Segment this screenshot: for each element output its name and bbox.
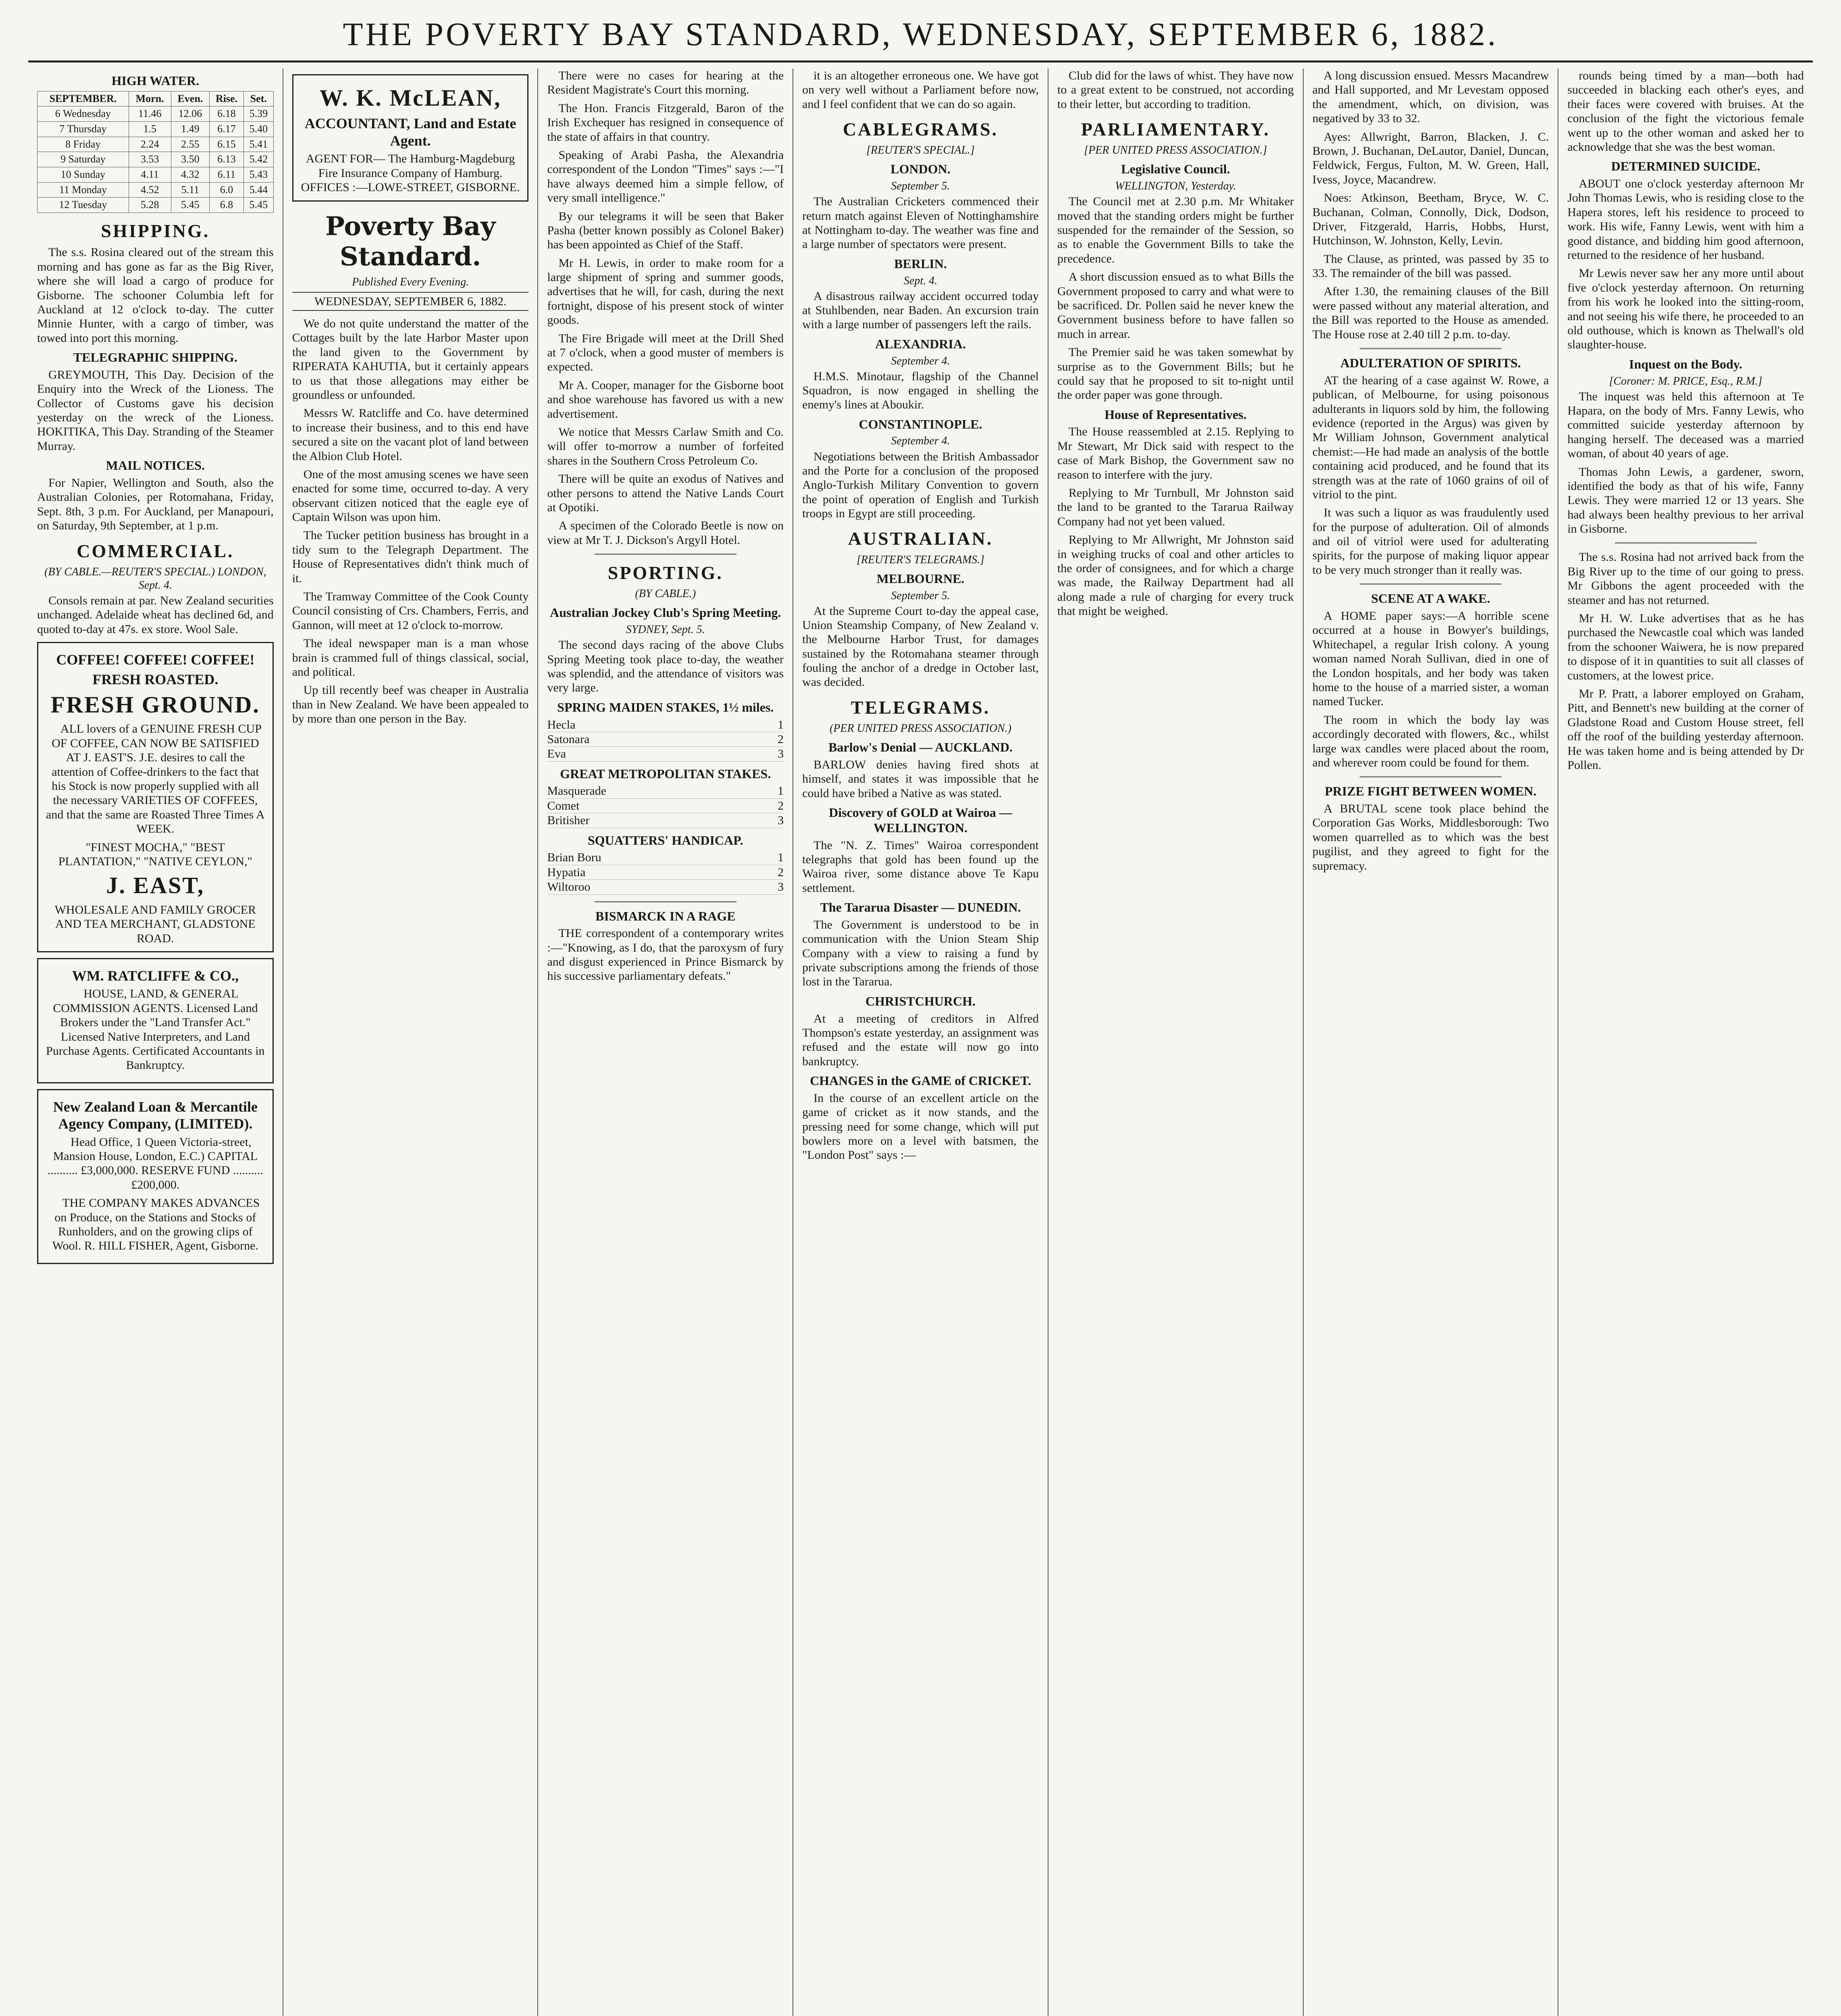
wake-heading: SCENE AT A WAKE. (1371, 591, 1490, 606)
tide-row (37, 137, 274, 152)
tide-cell: 4.11 (129, 167, 171, 183)
race-results (547, 700, 784, 895)
tide-cell: 4.52 (129, 182, 171, 198)
news-para-9: There will be quite an exodus of Natives and other persons to attend the Native Lands Court at Opotiki. (547, 472, 784, 514)
house-text-3: Replying to Mr Allwright, Mr Johnston said in weighing trucks of coal and other articles to the order of consignees, and for which a charge was made, the Railway Department had all along made a rule of charging for every truck that might be weighed. (1057, 533, 1294, 618)
inquest-text-3: The s.s. Rosina had not arrived back from the Big River up to the time of our going to press. Mr Gibbons the agent proceeded with the steamer and has not returned. (1567, 550, 1804, 607)
parliamentary-heading: PARLIAMENTARY. (1081, 119, 1270, 140)
tide-cell: 5.43 (243, 167, 273, 183)
tide-cell: 1.49 (171, 122, 210, 137)
tide-cell: 1.5 (129, 122, 171, 137)
leader-1: We do not quite understand the matter of the Cottages built by the late Harbor Master upon the land given to the Government by RIPERATA KAHUTIA, but it certainly appears to us that those allegations may either be groundless or unfounded. (292, 317, 529, 402)
tide-row (37, 167, 274, 183)
race-entries (547, 850, 784, 894)
commercial-sub: (BY CABLE.—REUTER'S SPECIAL.) LONDON, Sept. 4. (44, 565, 266, 591)
coffee-brands: "FINEST MOCHA," "BEST PLANTATION," "NATIVE CEYLON," (58, 840, 252, 868)
alexandria-text: H.M.S. Minotaur, flagship of the Channel Squadron, is now engaged in shelling the enemy's lines at Aboukir. (802, 369, 1039, 412)
tide-row (37, 182, 274, 198)
race-entry (547, 865, 784, 880)
cablegrams-sub: [REUTER'S SPECIAL.] (866, 144, 975, 157)
news-para-8: We notice that Messrs Carlaw Smith and Co. will offer to-morrow a number of forfeited shares in the Southern Cross Petroleum Co. (547, 425, 784, 467)
prize-text: A BRUTAL scene took place behind the Corporation Gas Works, Middlesborough: Two women quarrelled as to which was the best pugilist, and they agreed to fight for the supremacy. (1312, 802, 1549, 873)
news-para-6: The Fire Brigade will meet at the Drill Shed at 7 o'clock, when a good muster of members is expected. (547, 331, 784, 374)
coffee-heading: COFFEE! COFFEE! COFFEE! (56, 652, 255, 668)
tide-cell: 7 Thursday (37, 122, 129, 137)
tide-cell: 6.13 (210, 152, 244, 167)
wake-text: A HOME paper says:—A horrible scene occurred at a house in Bowyer's buildings, Whitechapel, a regular Irish colony. A young woman named Norah Sullivan, died in one of the London hospitals, and her body was taken home to the house of a married sister, a woman named Tucker. (1312, 609, 1549, 708)
telegrams-heading: TELEGRAMS. (851, 697, 990, 718)
inquest-sub: [Coroner: M. PRICE, Esq., R.M.] (1609, 375, 1762, 387)
adulteration-heading: ADULTERATION OF SPIRITS. (1340, 356, 1521, 371)
inquest-text-4: Mr H. W. Luke advertises that as he has purchased the Newcastle coal which was landed from the schooner Waiwera, he is now prepared to dispose of it in quantities to suit all classes of customers, at the lowest price. (1567, 612, 1804, 682)
paper-sub: Published Every Evening. (352, 275, 469, 288)
tide-row (37, 198, 274, 213)
placing: 3 (778, 880, 784, 894)
christchurch-heading: CHRISTCHURCH. (865, 993, 976, 1008)
inquest-text: The inquest was held this afternoon at Te Hapara, on the body of Mrs. Fanny Lewis, who committed suicide yesterday afternoon by hanging herself. The deceased was a married woman, of about 40 years of age. (1567, 389, 1804, 460)
news-para-2: The Clause, as printed, was passed by 35 to 33. The remainder of the bill was passed. (1312, 252, 1549, 280)
commercial-heading: COMMERCIAL. (77, 540, 234, 561)
placing: 2 (778, 865, 784, 879)
tide-cell: 3.53 (129, 152, 171, 167)
cricket-text: In the course of an excellent article on the game of cricket as it now stands, and the pressing need for some change, which will put bowlers more on a level with batsmen, the "London Post" says :— (802, 1091, 1039, 1162)
australian-sub: [REUTER'S TELEGRAMS.] (856, 553, 985, 566)
inquest-heading: Inquest on the Body. (1629, 356, 1743, 371)
cablegrams-heading: CABLEGRAMS. (842, 119, 999, 140)
mclean-text: AGENT FOR— The Hamburg-Magdeburg Fire Insurance Company of Hamburg. OFFICES :—LOWE-STREET, GISBORNE. (301, 152, 520, 194)
divider (1360, 776, 1502, 777)
sporting-text: The second days racing of the above Clubs Spring Meeting took place to-day, the weather was splendid, and the attendance of visitors was very large. (547, 638, 784, 695)
dunedin-text: The Government is understood to be in communication with the Union Steam Ship Company with a view to raising a fund by private subscriptions among the friends of those lost in the Tararua. (802, 918, 1039, 989)
tide-cell: 5.40 (243, 122, 273, 137)
telegraphic-heading: TELEGRAPHIC SHIPPING. (73, 350, 237, 365)
coffee-advert (37, 642, 274, 952)
parliamentary-sub: [PER UNITED PRESS ASSOCIATION.] (1084, 144, 1267, 157)
race-name: SQUATTERS' HANDICAP. (587, 833, 743, 848)
alexandria-heading: ALEXANDRIA. (875, 336, 966, 351)
auckland-heading: Barlow's Denial — AUCKLAND. (828, 740, 1013, 755)
council-text-2: A short discussion ensued as to what Bills the Government proposed to carry and what were to be sacrificed. Dr. Pollen said he never knew the Government business before to have fallen so much in arrear. (1057, 270, 1294, 341)
column-3 (538, 69, 793, 2016)
suicide-heading: DETERMINED SUICIDE. (1611, 159, 1760, 174)
tide-cell: 11.46 (129, 106, 171, 122)
column-6 (1304, 69, 1559, 2016)
news-para-3: Speaking of Arabi Pasha, the Alexandria correspondent of the London "Times" says :—"I have always deemed him a simple fellow, of very small intelligence." (547, 148, 784, 205)
placing: 1 (778, 851, 784, 864)
alexandria-date: September 4. (891, 354, 950, 367)
house-text: The House reassembled at 2.15. Replying to Mr Stewart, Mr Dick said with respect to the case of Mark Bishop, the Government saw no reason to interfere with the jury. (1057, 425, 1294, 481)
australian-heading: AUSTRALIAN. (848, 528, 993, 549)
news-para-7: Mr A. Cooper, manager for the Gisborne boot and shoe warehouse has favored us with a new advertisement. (547, 378, 784, 421)
cricket-heading: CHANGES in the GAME of CRICKET. (810, 1073, 1031, 1088)
column-4 (793, 69, 1048, 2016)
race-name: SPRING MAIDEN STAKES, 1½ miles. (557, 700, 774, 714)
tide-cell: 5.45 (243, 198, 273, 213)
news-para-4: By our telegrams it will be seen that Baker Pasha (better known possibly as Colonel Baker) has been appointed as Chief of the Staff. (547, 209, 784, 252)
tide-row (37, 152, 274, 167)
auckland-text: BARLOW denies having fired shots at himself, and states it was impossible that he could have bribed a Native as was stated. (802, 758, 1039, 800)
sporting-date: SYDNEY, Sept. 5. (626, 623, 705, 636)
race-entry (547, 813, 784, 828)
tide-cell: 8 Friday (37, 137, 129, 152)
news-para: A long discussion ensued. Messrs Macandrew and Hall supported, and Mr Levestam opposed the amendment, which, on division, was negatived by 33 to 32. (1312, 69, 1549, 125)
nzloan-advert (37, 1089, 274, 1264)
bismarck-heading: BISMARCK IN A RAGE (595, 908, 736, 923)
race-name: GREAT METROPOLITAN STAKES. (560, 766, 771, 781)
column-5 (1048, 69, 1304, 2016)
tide-cell: 5.44 (243, 182, 273, 198)
tide-cell: 6.11 (210, 167, 244, 183)
divider (1615, 542, 1757, 544)
mail-text: For Napier, Wellington and South, also the Australian Colonies, per Rotomahana, Friday, Sept. 8th, 3 p.m. For Auckland, per Manapouri, on Saturday, 9th September, at 1 p.m. (37, 476, 274, 533)
coffee-sub: FRESH ROASTED. (92, 671, 218, 687)
shipping-heading: SHIPPING. (101, 221, 210, 242)
race-entries (547, 718, 784, 762)
nzloan-text: Head Office, 1 Queen Victoria-street, Mansion House, London, E.C.) CAPITAL .......... £3,000,000. RESERVE FUND .......... £200,000. (47, 1135, 263, 1191)
sporting-sub: (BY CABLE.) (635, 587, 696, 600)
divider (1360, 583, 1502, 585)
placing: 1 (778, 718, 784, 731)
news-para: rounds being timed by a man—both had succeeded in blacking each other's eyes, and their faces were covered with bruises. At the conclusion of the fight the victorious female went up to the other woman and asked her to acknowledge that she was the best woman. (1567, 69, 1804, 154)
tide-cell: 5.42 (243, 152, 273, 167)
sporting-sub-2: Australian Jockey Club's Spring Meeting. (550, 605, 781, 620)
column-2 (283, 69, 539, 2016)
race-entry (547, 747, 784, 761)
commercial-text: Consols remain at par. New Zealand securities unchanged. Adelaide wheat has declined 6d, and quoted to-day at 47s. ex store. Wool Sale. (37, 594, 274, 636)
berlin-date: Sept. 4. (903, 274, 938, 287)
tide-cell: 6.8 (210, 198, 244, 213)
noes-list: Noes: Atkinson, Beetham, Bryce, W. C. Buchanan, Colman, Connolly, Dick, Dodson, Driver, Fitzgerald, Harris, Hobbs, Hurst, Hutchinson, W. Johnston, Kelly, Levin. (1312, 191, 1549, 248)
page-title: THE POVERTY BAY STANDARD, WEDNESDAY, SEPTEMBER 6, 1882. (343, 16, 1498, 52)
tide-cell: 4.32 (171, 167, 210, 183)
tide-cell: 2.24 (129, 137, 171, 152)
tide-cell: 12 Tuesday (37, 198, 129, 213)
telegraphic-text: GREYMOUTH, This Day. Decision of the Enquiry into the Wreck of the Lioness. The Collector of Customs gave his decision yesterday on the wreck of the Lioness. HOKITIKA, This Day. Stranding of the Steamer Murray. (37, 368, 274, 453)
tide-cell: 6.17 (210, 122, 244, 137)
nzloan-name: New Zealand Loan & Mercantile Agency Company, (LIMITED). (53, 1098, 258, 1132)
divider (595, 901, 736, 902)
news-para-1: There were no cases for hearing at the Resident Magistrate's Court this morning. (547, 69, 784, 97)
race-entry (547, 880, 784, 894)
placing: 2 (778, 732, 784, 746)
council-text: The Council met at 2.30 p.m. Mr Whitaker moved that the standing orders might be further suspended for the remainder of the Session, so as to enable the Government Bills to take the precedence. (1057, 195, 1294, 265)
tide-cell: 5.41 (243, 137, 273, 152)
melbourne-date: September 5. (891, 589, 950, 602)
column-1 (28, 69, 283, 2016)
paper-name: Poverty Bay Standard. (325, 211, 496, 272)
suicide-text-2: Mr Lewis never saw her any more until about five o'clock yesterday afternoon. On returning from his work he looked into the sitting-room, and not seeing his wife there, he proceeded to an old outhouse, which is known as Thelwall's old slaughter-house. (1567, 267, 1804, 352)
horse-name: Wiltoroo (547, 880, 591, 894)
sporting-heading: SPORTING. (607, 562, 723, 583)
placing: 2 (778, 799, 784, 812)
tide-header-cell: Morn. (129, 91, 171, 106)
tide-cell: 5.39 (243, 106, 273, 122)
column-7 (1558, 69, 1813, 2016)
tide-cell: 3.50 (171, 152, 210, 167)
tide-row (37, 106, 274, 122)
ratcliffe-advert (37, 958, 274, 1083)
wake-text-2: The room in which the body lay was accordingly decorated with flowers, &c., whilst large wax candles were placed about the room, and wherever room could be found for them. (1312, 713, 1549, 769)
mclean-advert (292, 74, 529, 202)
horse-name: Brian Boru (547, 851, 601, 864)
telegrams-sub: (PER UNITED PRESS ASSOCIATION.) (829, 722, 1012, 735)
christchurch-text: At a meeting of creditors in Alfred Thompson's estate yesterday, an assignment was refused and the estate will now go into bankruptcy. (802, 1012, 1039, 1068)
tide-cell: 9 Saturday (37, 152, 129, 167)
divider (595, 554, 736, 555)
horse-name: Masquerade (547, 784, 607, 798)
leader-2: Messrs W. Ratcliffe and Co. have determined to increase their business, and to this end have secured a site on the vacant plot of land between the Albion Club Hotel. (292, 406, 529, 463)
tide-header-cell: Rise. (210, 91, 244, 106)
tide-cell: 6.15 (210, 137, 244, 152)
mail-heading: MAIL NOTICES. (106, 458, 205, 473)
melbourne-text: At the Supreme Court to-day the appeal case, Union Steamship Company, of New Zealand v. the Melbourne Harbor Trust, for damages sustained by the Rotomahana steamer through fouling the anchor of a dredge in October last, was decided. (802, 604, 1039, 689)
adulteration-text-2: It was such a liquor as was fraudulently used for the purpose of adulteration. Oil of almonds and oil of vitriol were used for adulterating spirits, for the purpose of making liquor appear to be very much stronger than it really was. (1312, 506, 1549, 577)
race-entry (547, 799, 784, 813)
tide-cell: 2.55 (171, 137, 210, 152)
constantinople-heading: CONSTANTINOPLE. (859, 417, 982, 431)
tide-cell: 11 Monday (37, 182, 129, 198)
divider (1360, 348, 1502, 349)
mclean-name: W. K. McLEAN, (319, 85, 501, 111)
ayes-list: Ayes: Allwright, Barron, Blacken, J. C. Brown, J. Buchanan, DeLautor, Daniel, Duncan, Feldwick, Fergus, Fulton, M. W. Green, Hall, Ivess, Joyce, Macandrew. (1312, 130, 1549, 186)
london-text: The Australian Cricketers commenced their return match against Eleven of Nottinghamshire at Nottingham to-day. The weather was fine and a large number of spectators were present. (802, 195, 1039, 251)
tide-cell: 5.28 (129, 198, 171, 213)
tide-cell: 6.18 (210, 106, 244, 122)
horse-name: Eva (547, 747, 566, 761)
east-text: WHOLESALE AND FAMILY GROCER AND TEA MERCHANT, GLADSTONE ROAD. (54, 903, 256, 945)
paper-date: WEDNESDAY, SEPTEMBER 6, 1882. (292, 292, 529, 311)
tide-row (37, 122, 274, 137)
inquest-text-2: Thomas John Lewis, a gardener, sworn, identified the body as that of his wife, Fanny Lewis. They were married 12 or 13 years. She had always been healthy previous to her arrival in Gisborne. (1567, 465, 1804, 536)
coffee-big: FRESH GROUND. (50, 691, 260, 718)
race-entry (547, 732, 784, 747)
inquest-text-5: Mr P. Pratt, a laborer employed on Graham, Pitt, and Bennett's new building at the corner of Gladstone Road and Custom House street, fell off the roof of the building yesterday afternoon. He was taken home and is being attended by Dr Pollen. (1567, 687, 1804, 772)
tide-header-cell: Set. (243, 91, 273, 106)
placing: 1 (778, 784, 784, 798)
east-name: J. EAST, (106, 872, 205, 899)
adulteration-text: AT the hearing of a case against W. Rowe, a publican, of Melbourne, for using poisonous adulterants in liquors sold by him, the following evidence (reported in the Argus) was given by Mr William Johnson, Government analytical chemist:—He had made an analysis of the bottle containing acid produced, and he found that its strength was at the rate of 1060 grains of oil of vitriol to the pint. (1312, 373, 1549, 501)
news-para-3: After 1.30, the remaining clauses of the Bill were passed without any material alteration, and the Bill was reported to the House as amended. The House rose at 2.40 till 2 p.m. to-day. (1312, 285, 1549, 341)
shipping-text: The s.s. Rosina cleared out of the stream this morning and has gone as far as the Big River, where she will load a cargo of produce for Gisborne. The schooner Columbia left for Auckland at 12 o'clock to-day. The cutter Minnie Hunter, with a cargo of timber, was towed into port this morning. (37, 246, 274, 345)
placing: 3 (778, 747, 784, 761)
nzloan-text-2: THE COMPANY MAKES ADVANCES on Produce, on the Stations and Stocks of Runholders, and on the growing clips of Wool. R. HILL FISHER, Agent, Gisborne. (52, 1196, 260, 1253)
masthead (28, 8, 1813, 62)
constantinople-text: Negotiations between the British Ambassador and the Porte for a conclusion of the proposed Anglo-Turkish Military Convention to govern the point of operation of English and Turkish troops in Egypt are still proceeding. (802, 450, 1039, 521)
news-para-2: The Hon. Francis Fitzgerald, Baron of the Irish Exchequer has resigned in consequence of the state of affairs in that country. (547, 101, 784, 144)
tide-table (37, 91, 274, 213)
tide-header-cell: SEPTEMBER. (37, 91, 129, 106)
house-heading: House of Representatives. (1105, 407, 1247, 422)
berlin-text: A disastrous railway accident occurred today at Stuhlbenden, near Baden. An excursion train with a large number of passengers left the rails. (802, 289, 1039, 331)
ratcliffe-text: HOUSE, LAND, & GENERAL COMMISSION AGENTS. Licensed Land Brokers under the "Land Transfer Act." Licensed Native Interpreters, and Land Purchase Agents. Certificated Accountants in Bankruptcy. (46, 987, 265, 1072)
leader-6: The ideal newspaper man is a man whose brain is crammed full of things classical, social, and political. (292, 637, 529, 679)
tide-cell: 10 Sunday (37, 167, 129, 183)
prize-heading: PRIZE FIGHT BETWEEN WOMEN. (1325, 784, 1537, 799)
coffee-text: ALL lovers of a GENUINE FRESH CUP OF COFFEE, CAN NOW BE SATISFIED AT J. EAST'S. J.E. desires to call the attention of Coffee-drinkers to the fact that his Stock is now properly supplied with all the necessary VARIETIES OF COFFEES, and that the same are Roasted Three Times A WEEK. (46, 722, 265, 836)
council-date: WELLINGTON, Yesterday. (1115, 180, 1236, 193)
news-para: Club did for the laws of whist. They have now to a great extent to be construed, not according to their letter, but according to tradition. (1057, 69, 1294, 111)
news-para-5: Mr H. Lewis, in order to make room for a large shipment of spring and summer goods, advertises that he will, for cash, during the next fortnight, dispose of his present stock of winter goods. (547, 256, 784, 327)
leader-4: The Tucker petition business has brought in a tidy sum to the Telegraph Department. The House of Representatives didn't think much of it. (292, 529, 529, 585)
tide-header-cell: Even. (171, 91, 210, 106)
race-entry (547, 850, 784, 865)
tide-cell: 5.11 (171, 182, 210, 198)
horse-name: Comet (547, 799, 580, 812)
tide-cell: 6 Wednesday (37, 106, 129, 122)
constantinople-date: September 4. (891, 435, 950, 448)
race-entry (547, 718, 784, 732)
leader-7: Up till recently beef was cheaper in Australia than in New Zealand. We have been appealed to by more than one person in the Bay. (292, 683, 529, 726)
tide-heading: HIGH WATER. (111, 73, 200, 88)
suicide-text: ABOUT one o'clock yesterday afternoon Mr John Thomas Lewis, who is residing close to the Hapera stores, left his residence to proceed to work. His wife, Fanny Lewis, went with him a good distance, and bidding him good afternoon, returned to the residence of her husband. (1567, 177, 1804, 262)
berlin-heading: BERLIN. (894, 256, 947, 271)
mclean-title: ACCOUNTANT, Land and Estate Agent. (304, 115, 516, 149)
horse-name: Satonara (547, 732, 590, 746)
house-text-2: Replying to Mr Turnbull, Mr Johnston said the land to be granted to the Tararua Railway Company had not yet been valued. (1057, 486, 1294, 528)
news-para-10: A specimen of the Colorado Beetle is now on view at Mr T. J. Dickson's Argyll Hotel. (547, 519, 784, 547)
bismarck-text: THE correspondent of a contemporary writes :—"Knowing, as I do, that the paroxysm of fury and disgust experienced in Prince Bismarck by his successive parliamentary defeats." (547, 927, 784, 983)
council-heading: Legislative Council. (1121, 162, 1230, 177)
leader-5: The Tramway Committee of the Cook County Council consisting of Crs. Chambers, Ferris, and Gannon, will meet at 12 o'clock to-morrow. (292, 590, 529, 632)
horse-name: Hypatia (547, 865, 586, 879)
leader-3: One of the most amusing scenes we have seen enacted for some time, occurred to-day. A very observant citizen noticed that the eagle eye of Captain Wilson was upon him. (292, 467, 529, 524)
wellington-text: The "N. Z. Times" Wairoa correspondent telegraphs that gold has been found up the Wairoa river, some distance above Te Kapu settlement. (802, 838, 1039, 895)
placing: 3 (778, 814, 784, 827)
london-heading: LONDON. (890, 162, 951, 177)
dunedin-heading: The Tararua Disaster — DUNEDIN. (820, 900, 1021, 915)
columns (28, 69, 1813, 2016)
horse-name: Hecla (547, 718, 576, 731)
horse-name: Britisher (547, 814, 590, 827)
council-text-3: The Premier said he was taken somewhat by surprise as to the Government Bills; but he could say that he proposed to sit to-night until the order paper was gone through. (1057, 346, 1294, 402)
tide-cell: 5.45 (171, 198, 210, 213)
melbourne-heading: MELBOURNE. (876, 571, 965, 586)
tide-cell: 12.06 (171, 106, 210, 122)
news-para: it is an altogether erroneous one. We have got on very well without a Parliament before now, and I feel confident that we can do so again. (802, 69, 1039, 111)
race-entries (547, 784, 784, 828)
ratcliffe-name: WM. RATCLIFFE & CO., (72, 967, 239, 984)
race-entry (547, 784, 784, 798)
tide-cell: 6.0 (210, 182, 244, 198)
london-date: September 5. (891, 180, 950, 193)
wellington-heading: Discovery of GOLD at Wairoa — WELLINGTON. (829, 805, 1012, 835)
